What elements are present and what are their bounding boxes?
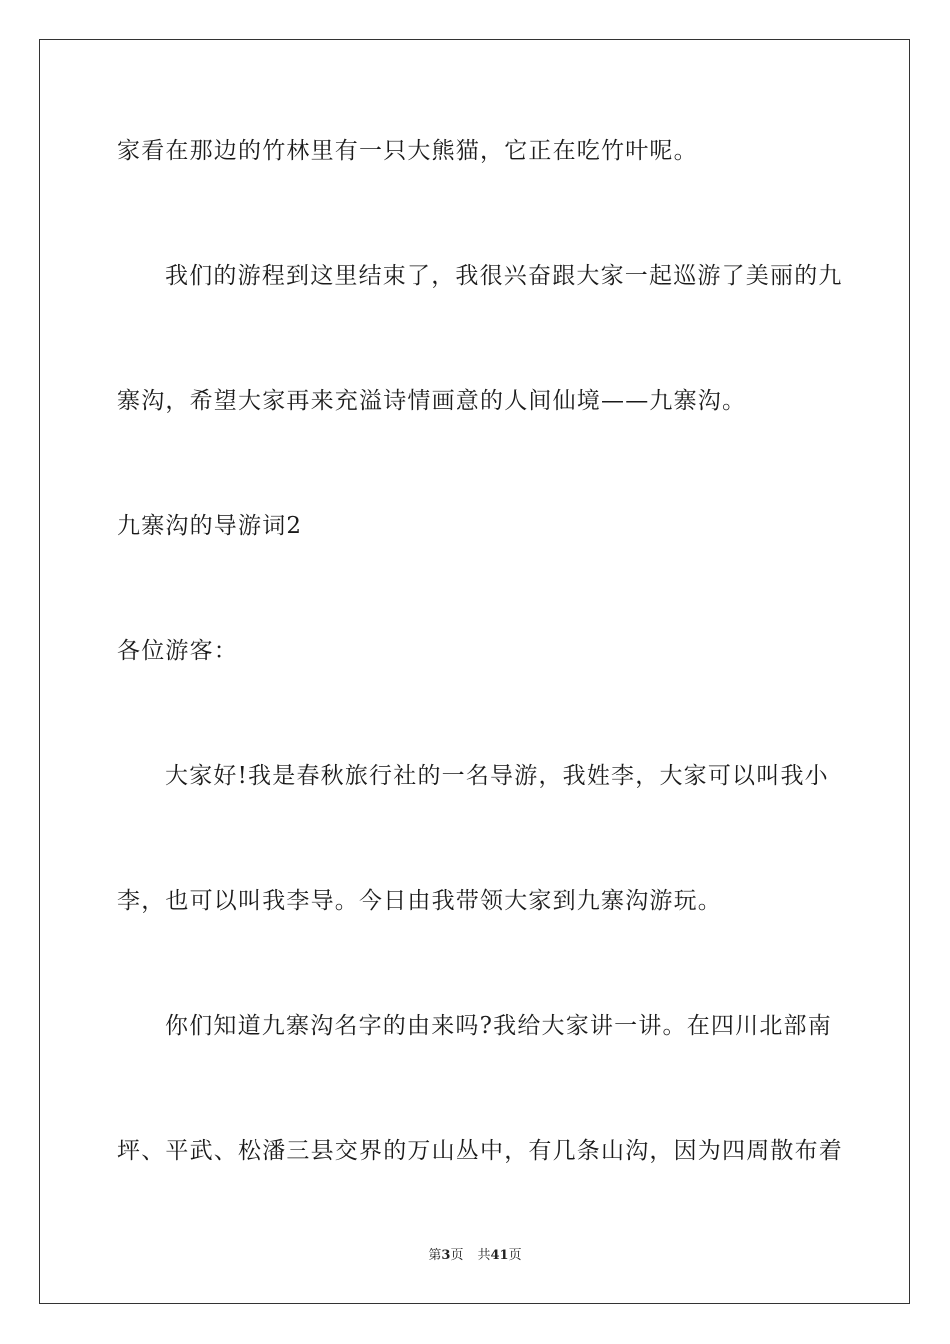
body-line-6: 大家好!我是春秋旅行社的一名导游，我姓李，大家可以叫我小 [165,763,829,789]
body-line-9: 坪、平武、松潘三县交界的万山丛中，有几条山沟，因为四周散布着 [117,1138,843,1164]
footer-page-number: 3 [441,1248,451,1263]
page-footer [0,1247,950,1265]
footer-page-prefix: 第 [428,1248,442,1263]
footer-total-prefix: 共 [477,1248,491,1263]
footer-page-suffix: 页 [450,1248,464,1263]
body-line-8: 你们知道九寨沟名字的由来吗?我给大家讲一讲。在四川北部南 [165,1013,832,1039]
page-border [39,39,910,1304]
greeting-line: 各位游客： [117,638,238,664]
body-line-2: 我们的游程到这里结束了，我很兴奋跟大家一起巡游了美丽的九 [165,263,843,289]
body-line-7: 李，也可以叫我李导。今日由我带领大家到九寨沟游玩。 [117,888,722,914]
body-line-3: 寨沟，希望大家再来充溢诗情画意的人间仙境——九寨沟。 [117,388,747,414]
footer-total-suffix: 页 [508,1248,522,1263]
body-line-1: 家看在那边的竹林里有一只大熊猫，它正在吃竹叶呢。 [117,138,698,164]
footer-total-pages: 41 [490,1248,509,1263]
section-heading: 九寨沟的导游词2 [117,513,303,539]
